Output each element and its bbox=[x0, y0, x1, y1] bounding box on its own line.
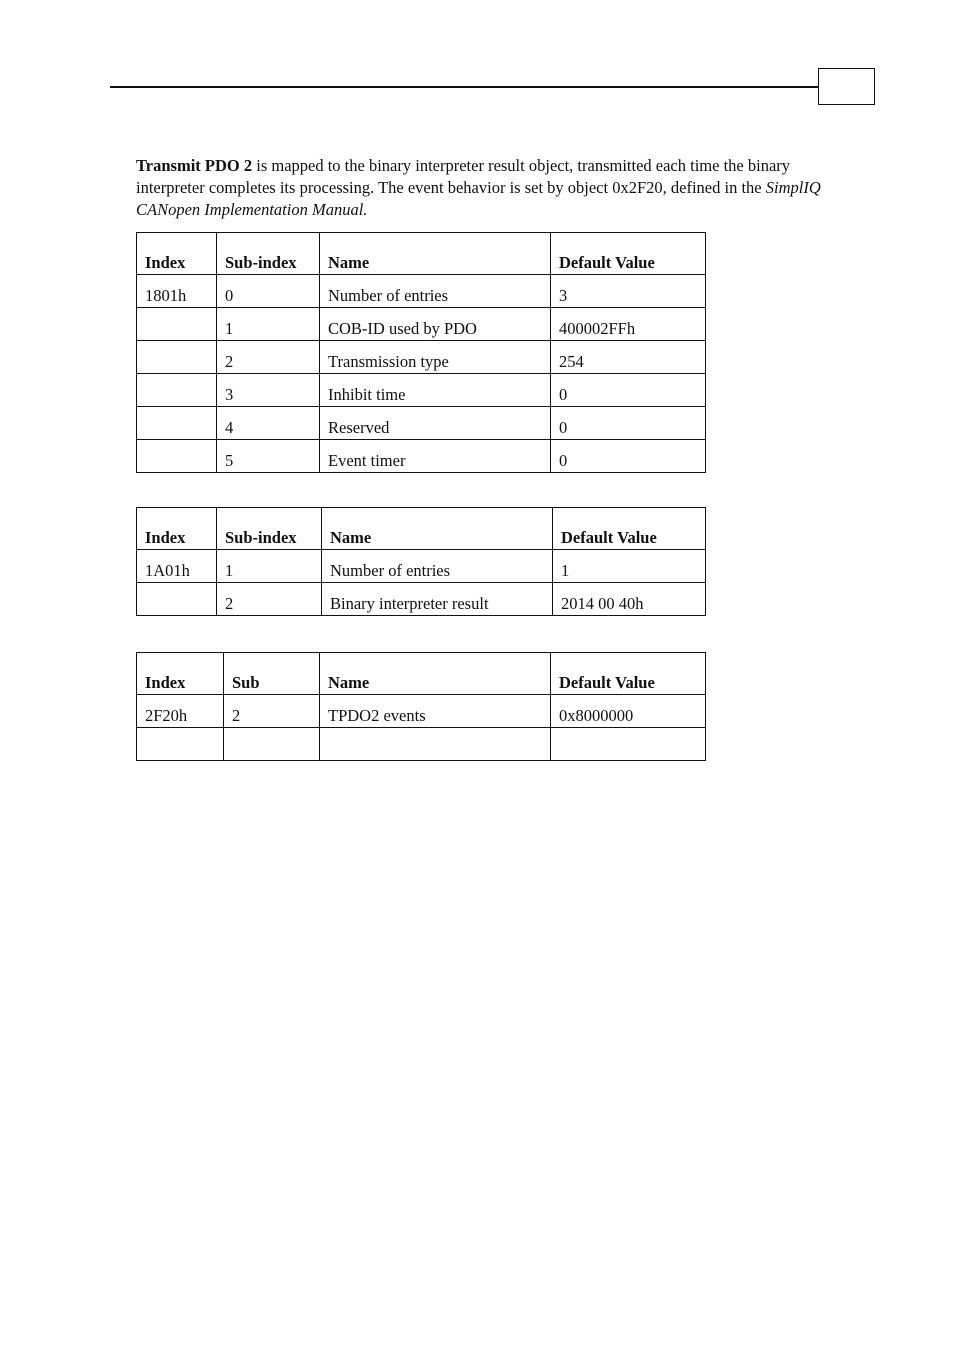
cell-name: Transmission type bbox=[320, 341, 551, 374]
table-row bbox=[137, 728, 706, 761]
cell-default: 0 bbox=[551, 407, 706, 440]
cell-index bbox=[137, 728, 224, 761]
col-header-index: Index bbox=[137, 233, 217, 275]
col-header-subindex: Sub-index bbox=[217, 508, 322, 550]
table-row bbox=[137, 308, 706, 341]
table-header-row bbox=[137, 233, 706, 275]
cell-subindex: 0 bbox=[217, 275, 320, 308]
cell-name: TPDO2 events bbox=[320, 695, 551, 728]
page-number-box bbox=[818, 68, 875, 105]
header-rule bbox=[110, 86, 819, 88]
table-row bbox=[137, 374, 706, 407]
cell-subindex: 1 bbox=[217, 550, 322, 583]
table-row bbox=[137, 275, 706, 308]
cell-index bbox=[137, 374, 217, 407]
intro-lead: Transmit PDO 2 bbox=[136, 156, 253, 175]
table-tpdo2-events bbox=[136, 652, 706, 761]
cell-index bbox=[137, 407, 217, 440]
col-header-name: Name bbox=[320, 653, 551, 695]
cell-subindex: 2 bbox=[217, 583, 322, 616]
cell-subindex: 2 bbox=[217, 341, 320, 374]
cell-subindex: 4 bbox=[217, 407, 320, 440]
table-row bbox=[137, 440, 706, 473]
cell-sub bbox=[224, 728, 320, 761]
cell-name: Number of entries bbox=[322, 550, 553, 583]
cell-default: 1 bbox=[553, 550, 706, 583]
cell-default: 0 bbox=[551, 440, 706, 473]
cell-sub: 2 bbox=[224, 695, 320, 728]
cell-default: 2014 00 40h bbox=[553, 583, 706, 616]
table-row bbox=[137, 695, 706, 728]
cell-name: Event timer bbox=[320, 440, 551, 473]
cell-index bbox=[137, 341, 217, 374]
col-header-index: Index bbox=[137, 508, 217, 550]
col-header-sub: Sub bbox=[224, 653, 320, 695]
table-row bbox=[137, 550, 706, 583]
col-header-default: Default Value bbox=[553, 508, 706, 550]
cell-default: 3 bbox=[551, 275, 706, 308]
cell-name: Binary interpreter result bbox=[322, 583, 553, 616]
table-row bbox=[137, 341, 706, 374]
table-tpdo2-mapping bbox=[136, 507, 706, 616]
cell-name: Inhibit time bbox=[320, 374, 551, 407]
intro-text: is mapped to the binary interpreter result object, transmitted each time the binary interpreter completes its processing. The event behavior is set by object 0x2F20, defined in the bbox=[136, 156, 791, 197]
table-row bbox=[137, 407, 706, 440]
cell-index bbox=[137, 308, 217, 341]
manual-title: SimplIQ CANopen Implementation Manual. bbox=[136, 178, 821, 219]
cell-name: COB-ID used by PDO bbox=[320, 308, 551, 341]
col-header-default: Default Value bbox=[551, 653, 706, 695]
cell-default: 0 bbox=[551, 374, 706, 407]
intro-paragraph bbox=[136, 155, 826, 221]
col-header-default: Default Value bbox=[551, 233, 706, 275]
table-header-row bbox=[137, 653, 706, 695]
cell-subindex: 1 bbox=[217, 308, 320, 341]
cell-index: 1801h bbox=[137, 275, 217, 308]
cell-index: 2F20h bbox=[137, 695, 224, 728]
col-header-subindex: Sub-index bbox=[217, 233, 320, 275]
cell-subindex: 5 bbox=[217, 440, 320, 473]
table-tpdo2-communication bbox=[136, 232, 706, 473]
cell-default: 254 bbox=[551, 341, 706, 374]
table-row bbox=[137, 583, 706, 616]
cell-default: 400002FFh bbox=[551, 308, 706, 341]
col-header-name: Name bbox=[322, 508, 553, 550]
cell-subindex: 3 bbox=[217, 374, 320, 407]
cell-index: 1A01h bbox=[137, 550, 217, 583]
col-header-name: Name bbox=[320, 233, 551, 275]
cell-index bbox=[137, 583, 217, 616]
cell-name: Number of entries bbox=[320, 275, 551, 308]
cell-name: Reserved bbox=[320, 407, 551, 440]
cell-name bbox=[320, 728, 551, 761]
cell-default bbox=[551, 728, 706, 761]
cell-index bbox=[137, 440, 217, 473]
table-header-row bbox=[137, 508, 706, 550]
col-header-index: Index bbox=[137, 653, 224, 695]
cell-default: 0x8000000 bbox=[551, 695, 706, 728]
